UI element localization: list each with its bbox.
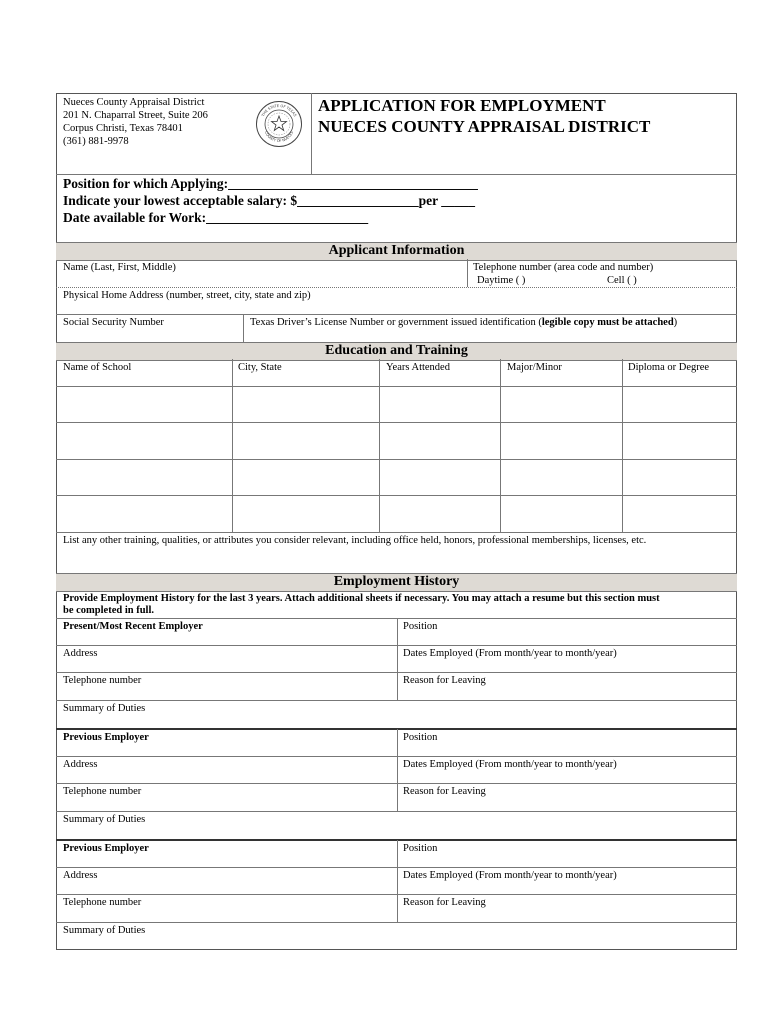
emp1-divider	[397, 618, 398, 700]
emp2-line-3	[56, 811, 737, 812]
date-available-field[interactable]: Date available for Work:________________________	[63, 210, 369, 225]
emp2-line-1	[56, 756, 737, 757]
emp3-dates-label: Dates Employed (From month/year to month/year)	[403, 870, 617, 881]
county-seal-icon	[255, 100, 303, 148]
applicant-info-heading: Applicant Information	[56, 242, 737, 261]
emp1-line-2	[56, 672, 737, 673]
diploma-header: Diploma or Degree	[628, 362, 710, 373]
district-street: 201 N. Chaparral Street, Suite 206	[63, 110, 208, 121]
license-label	[250, 317, 677, 329]
edu-col-line-4	[622, 359, 623, 532]
emp1-line-1	[56, 645, 737, 646]
major-minor-header: Major/Minor	[507, 362, 562, 373]
edu-row-line-5	[56, 532, 737, 533]
emp2-divider	[397, 729, 398, 811]
edu-col-line-3	[500, 359, 501, 532]
emp3-phone-label: Telephone number	[63, 897, 142, 908]
school-name-header: Name of School	[63, 362, 132, 373]
emp1-dates-label: Dates Employed (From month/year to month/year)	[403, 648, 617, 659]
form-subtitle: NUECES COUNTY APPRAISAL DISTRICT	[318, 117, 651, 136]
emp2-dates-label: Dates Employed (From month/year to month/year)	[403, 759, 617, 770]
emp1-line-3	[56, 700, 737, 701]
applicant-divider-1	[467, 259, 468, 287]
cell-phone-field[interactable]: Cell ( )	[607, 275, 637, 286]
emp2-phone-label: Telephone number	[63, 786, 142, 797]
emp3-address-label: Address	[63, 870, 98, 881]
emp3-duties-label: Summary of Duties	[63, 925, 146, 936]
district-name: Nueces County Appraisal District	[63, 97, 205, 108]
emp1-reason-label: Reason for Leaving	[403, 675, 486, 686]
edu-row-line-2	[56, 422, 737, 423]
emp3-line-2	[56, 894, 737, 895]
name-label: Name (Last, First, Middle)	[63, 262, 176, 273]
emp1-duties-label: Summary of Duties	[63, 703, 146, 714]
license-label-bold: legible copy must be attached	[541, 317, 674, 328]
emp3-line-3	[56, 922, 737, 923]
header-divider	[311, 93, 312, 174]
emp2-line-2	[56, 783, 737, 784]
emp1-phone-label: Telephone number	[63, 675, 142, 686]
form-title: APPLICATION FOR EMPLOYMENT	[318, 96, 606, 115]
svg-text:COUNTY OF NUECES	[264, 130, 295, 143]
applicant-row-line-1	[56, 287, 737, 288]
employment-instructions-2: be completed in full.	[63, 605, 154, 616]
edu-col-line-2	[379, 359, 380, 532]
edu-col-line-1	[232, 359, 233, 532]
emp3-reason-label: Reason for Leaving	[403, 897, 486, 908]
emp1-employer-label: Present/Most Recent Employer	[63, 621, 203, 632]
seal-text-bottom: COUNTY OF NUECES	[263, 130, 295, 144]
phone-label: Telephone number (area code and number)	[473, 262, 654, 273]
position-applying-field[interactable]: Position for which Applying:_____________________________________	[63, 176, 478, 191]
years-attended-header: Years Attended	[386, 362, 450, 373]
home-address-label: Physical Home Address (number, street, city, state and zip)	[63, 290, 311, 301]
district-city: Corpus Christi, Texas 78401	[63, 123, 183, 134]
emp2-reason-label: Reason for Leaving	[403, 786, 486, 797]
edu-row-line-4	[56, 495, 737, 496]
emp1-address-label: Address	[63, 648, 98, 659]
lowest-salary-field[interactable]: Indicate your lowest acceptable salary: $__________________per _____	[63, 193, 475, 208]
applicant-row-line-2	[56, 314, 737, 315]
daytime-phone-field[interactable]: Daytime ( )	[477, 275, 526, 286]
emp2-position-label: Position	[403, 732, 438, 743]
applicant-divider-2	[243, 314, 244, 342]
emp3-line-1	[56, 867, 737, 868]
emp3-position-label: Position	[403, 843, 438, 854]
ssn-label: Social Security Number	[63, 317, 164, 328]
district-address-block	[63, 96, 208, 148]
other-training-label: List any other training, qualities, or attributes you consider relevant, including office held, honors, professional memberships, licenses, etc.	[63, 535, 647, 546]
edu-row-line-3	[56, 459, 737, 460]
emp2-address-label: Address	[63, 759, 98, 770]
license-label-text: Texas Driver’s License Number or government issued identification (	[250, 317, 542, 328]
seal-text-top: THE STATE OF TEXAS	[260, 103, 298, 118]
city-state-header: City, State	[238, 362, 282, 373]
employment-instructions-1: Provide Employment History for the last 3 years. Attach additional sheets if necessary. You may attach a resume but this section must	[63, 593, 660, 604]
emp2-employer-label: Previous Employer	[63, 732, 149, 743]
emp3-divider	[397, 840, 398, 922]
employment-heading: Employment History	[56, 573, 737, 592]
emp1-position-label: Position	[403, 621, 438, 632]
license-label-end: )	[673, 317, 678, 328]
district-phone: (361) 881-9978	[63, 136, 129, 147]
emp2-duties-label: Summary of Duties	[63, 814, 146, 825]
edu-row-line-1	[56, 386, 737, 387]
emp3-employer-label: Previous Employer	[63, 843, 149, 854]
education-heading: Education and Training	[56, 342, 737, 361]
